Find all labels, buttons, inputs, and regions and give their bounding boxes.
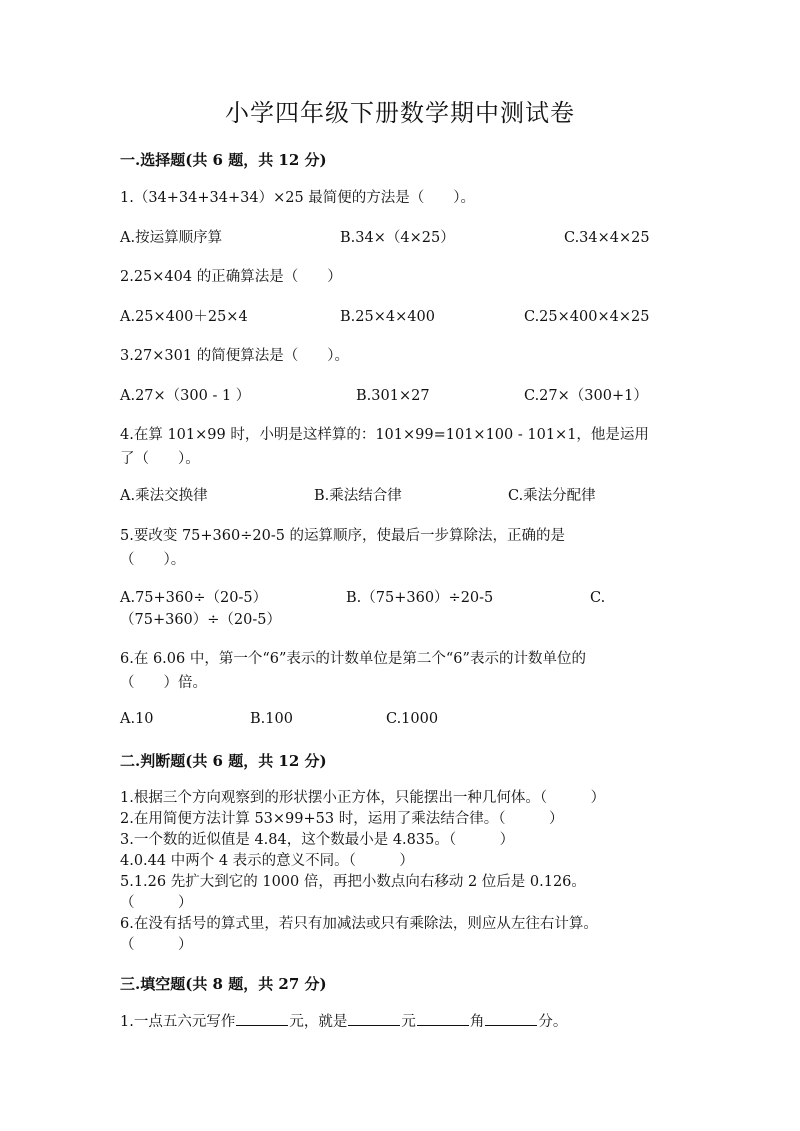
question-4-text-line2: 了（ ）。 [120, 451, 200, 467]
fill-q1-mid2: 元 [401, 1014, 416, 1030]
section-heading-judge: 二.判断题(共 6 题，共 12 分) [120, 752, 327, 770]
question-4-option-b: B.乘法结合律 [314, 488, 402, 504]
judge-line-6-bracket: （ ） [120, 937, 193, 953]
section-heading-fill: 三.填空题(共 8 题，共 27 分) [120, 975, 327, 993]
fill-q1-prefix: 1.一点五六元写作 [120, 1014, 236, 1030]
question-3-option-b: B.301×27 [356, 388, 430, 404]
judge-line-5: 5.1.26 先扩大到它的 1000 倍，再把小数点向右移动 2 位后是 0.126。 [120, 874, 586, 890]
judge-line-3: 3.一个数的近似值是 4.84，这个数最小是 4.835。（ ） [120, 832, 515, 848]
question-3-option-a: A.27×（300 - 1 ） [120, 388, 251, 404]
question-6-text-line2: （ ）倍。 [120, 675, 207, 691]
page-title: 小学四年级下册数学期中测试卷 [225, 99, 575, 127]
question-5-text-line2: （ ）。 [120, 552, 186, 568]
judge-line-5-bracket: （ ） [120, 895, 193, 911]
question-2-option-a: A.25×400＋25×4 [120, 309, 248, 325]
fill-blank-3[interactable] [417, 1011, 469, 1026]
question-1-option-a: A.按运算顺序算 [120, 230, 223, 246]
question-4-option-c: C.乘法分配律 [508, 488, 596, 504]
fill-blank-4[interactable] [485, 1011, 537, 1026]
question-3-text: 3.27×301 的简便算法是（ ）。 [120, 348, 349, 364]
fill-q1-suffix: 分。 [538, 1014, 568, 1030]
judge-line-4: 4.0.44 中两个 4 表示的意义不同。（ ） [120, 853, 414, 869]
question-2-option-c: C.25×400×4×25 [524, 309, 650, 325]
section-heading-choice: 一.选择题(共 6 题，共 12 分) [120, 151, 327, 169]
fill-q1-mid1: 元，就是 [289, 1014, 348, 1030]
question-6-option-a: A.10 [120, 711, 154, 727]
question-2-text: 2.25×404 的正确算法是（ ） [120, 269, 342, 285]
question-5-option-a: A.75+360÷（20-5） [120, 590, 268, 606]
question-4-text-line1: 4.在算 101×99 时，小明是这样算的：101×99=101×100 - 101×1，他是运用 [120, 427, 649, 443]
question-4-option-a: A.乘法交换律 [120, 488, 208, 504]
question-5-option-c: C. [590, 590, 606, 606]
judge-line-6: 6.在没有括号的算式里，若只有加减法或只有乘除法，则应从左往右计算。 [120, 916, 598, 932]
question-1-option-c: C.34×4×25 [564, 230, 650, 246]
question-6-option-b: B.100 [250, 711, 293, 727]
question-5-option-b: B.（75+360）÷20-5 [346, 590, 494, 606]
question-1-option-b: B.34×（4×25） [340, 230, 455, 246]
question-6-text-line1: 6.在 6.06 中，第一个“6”表示的计数单位是第二个“6”表示的计数单位的 [120, 651, 586, 667]
question-3-option-c: C.27×（300+1） [524, 388, 648, 404]
fill-question-1 [120, 1011, 680, 1033]
question-1-text: 1.（34+34+34+34）×25 最简便的方法是（ ）。 [120, 190, 476, 206]
fill-blank-1[interactable] [236, 1011, 288, 1026]
judge-line-2: 2.在用简便方法计算 53×99+53 时，运用了乘法结合律。（ ） [120, 811, 564, 827]
question-5-text-line1: 5.要改变 75+360÷20-5 的运算顺序，使最后一步算除法，正确的是 [120, 528, 566, 544]
fill-q1-mid3: 角 [469, 1014, 485, 1030]
question-6-option-c: C.1000 [386, 711, 439, 727]
question-5-option-c-continued: （75+360）÷（20-5） [120, 612, 282, 628]
fill-blank-2[interactable] [348, 1011, 400, 1026]
question-2-option-b: B.25×4×400 [340, 309, 435, 325]
judge-line-1: 1.根据三个方向观察到的形状摆小正方体，只能摆出一种几何体。（ ） [120, 790, 606, 806]
